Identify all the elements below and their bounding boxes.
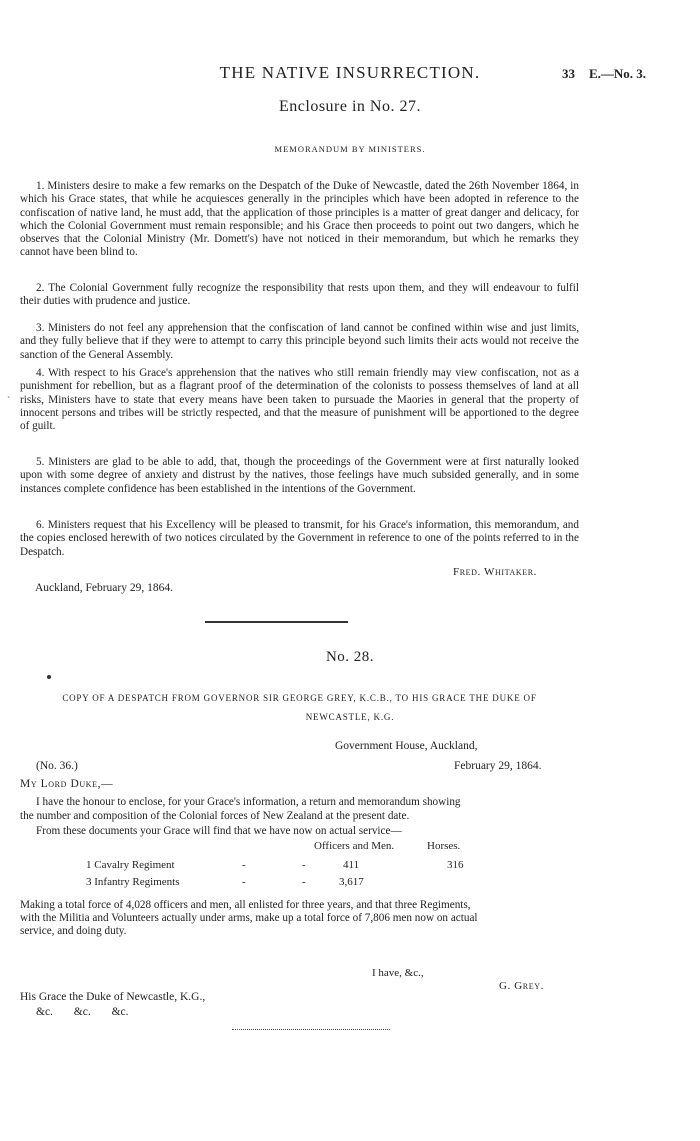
body-line-1: I have the honour to enclose, for your Grace's information, a return and memorandum showing — [36, 796, 461, 808]
salutation: My Lord Duke,— — [20, 778, 114, 790]
addressee: His Grace the Duke of Newcastle, K.G., — [20, 991, 206, 1003]
sign-off: I have, &c., — [372, 967, 424, 979]
body-line-3: From these documents your Grace will find that we have now on actual service— — [36, 825, 402, 837]
bottom-rule — [232, 1029, 390, 1030]
men-cell: 3,617 — [339, 875, 364, 888]
despatch-date: February 29, 1864. — [454, 760, 542, 772]
ink-dot — [47, 675, 51, 679]
paper-reference: E.—No. 3. — [589, 66, 647, 81]
paragraph-1: 1. Ministers desire to make a few remarks on the Despatch of the Duke of Newcastle, dated the 26th November 1864, in which his Grace states, that while he acquiesces generally in the principles which have been adopted in reference to the confiscation of native land, he must add, that the application of those principles is a matter of great danger and delicacy, for which the Colonial Government must remain responsible; and his Grace then proceeds to point out two dangers, which he observes that the Colonial Ministry (Mr. Domett's) have not noticed in their memorandum, but which he remarks they cannot have been blind to. — [20, 180, 579, 259]
paragraph-2: 2. The Colonial Government fully recognize the responsibility that rests upon them, and they will endeavour to fulfil their duties with prudence and justice. — [20, 282, 579, 308]
paragraph-3: 3. Ministers do not feel any apprehension that the confiscation of land cannot be confined within wise and just limits, and they fully believe that if they were to attempt to carry this principle beyond such limits their acts would not receive the sanction of the General Assembly. — [20, 322, 579, 361]
memorandum-heading: MEMORANDUM BY MINISTERS. — [274, 144, 426, 154]
page-number: 33 — [562, 66, 575, 81]
despatch-ref-number: (No. 36.) — [36, 760, 78, 772]
margin-tick-mark: ` — [7, 396, 11, 407]
paragraph-5: 5. Ministers are glad to be able to add, that, though the proceedings of the Government were at first naturally looked upon with some degree of anxiety and distrust by the natives, those feelings have much subsided generally, and in some instances complete confidence has been established in the intentions of the Government. — [20, 456, 579, 495]
section-divider — [205, 621, 348, 623]
column-header-horses: Horses. — [427, 840, 461, 852]
signature-grey: G. Grey. — [499, 980, 544, 992]
etc-line: &c. &c. &c. — [36, 1006, 129, 1018]
unit-cell: 3 Infantry Regiments — [86, 875, 180, 888]
dash-cell: - — [302, 858, 306, 871]
horses-cell — [447, 873, 464, 890]
men-cell: 411 — [343, 858, 360, 871]
closing-line-3: service, and doing duty. — [20, 925, 127, 937]
place-date: Auckland, February 29, 1864. — [35, 582, 173, 594]
running-title: THE NATIVE INSURRECTION. — [219, 63, 481, 82]
despatch-number-heading: No. 28. — [325, 649, 375, 665]
dash-cell: - — [242, 875, 246, 888]
paragraph-6: 6. Ministers request that his Excellency will be pleased to transmit, for his Grace's information, this memorandum, and the copies enclosed herewith of two notices circulated by the Government in reference to one of the points referred to in the Despatch. — [20, 519, 579, 558]
enclosure-heading: Enclosure in No. 27. — [279, 98, 421, 115]
forces-table — [86, 856, 464, 890]
closing-line-2: with the Militia and Volunteers actually under arms, make up a total force of 7,806 men now on actual — [20, 912, 478, 924]
signature-whitaker: Fred. Whitaker. — [453, 566, 538, 578]
horses-cell: 316 — [447, 858, 464, 871]
column-header-officers: Officers and Men. — [314, 840, 395, 852]
dash-cell: - — [302, 875, 306, 888]
unit-cell: 1 Cavalry Regiment — [86, 858, 175, 871]
copy-heading-line-2: NEWCASTLE, K.G. — [305, 712, 395, 722]
closing-line-1: Making a total force of 4,028 officers and men, all enlisted for three years, and that three Regiments, — [20, 899, 471, 911]
body-line-2: the number and composition of the Colonial forces of New Zealand at the present date. — [20, 810, 410, 822]
dash-cell: - — [242, 858, 246, 871]
copy-heading-line-1: COPY OF A DESPATCH FROM GOVERNOR SIR GEORGE GREY, K.C.B., TO HIS GRACE THE DUKE OF — [62, 693, 537, 703]
paragraph-4: 4. With respect to his Grace's apprehension that the natives who still remain friendly may view confiscation, not as a punishment for rebellion, but as a flagrant proof of the determination of the colonists to possess themselves of land at all risks, Ministers have to state that every means have been taken to pursuade the Maories in general that the property of innocent persons and tribes will be strictly respected, and that the measure of punishment will be apportioned to the degree of guilt. — [20, 367, 579, 433]
address: Government House, Auckland, — [335, 740, 478, 752]
table-row — [86, 873, 464, 890]
table-row — [86, 856, 464, 873]
